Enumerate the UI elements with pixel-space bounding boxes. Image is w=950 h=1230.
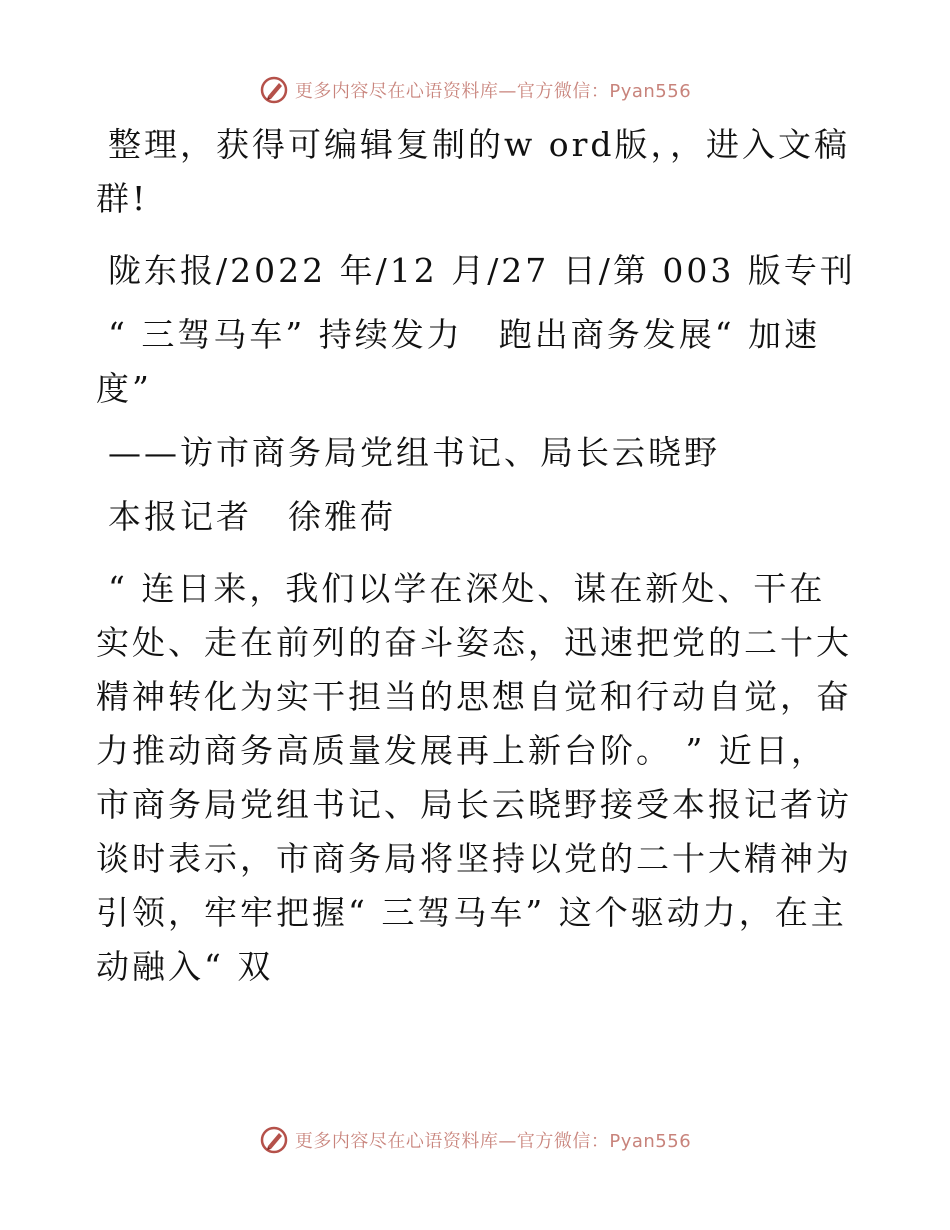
pen-logo-icon [259, 1125, 289, 1155]
header-banner [0, 70, 950, 110]
byline: 本报记者 徐雅荷 [108, 497, 396, 536]
body-paragraph: “ 连日来，我们以学在深处、谋在新处、干在实处、走在前列的奋斗姿态，迅速把党的二十大精神转化为实干担当的思想自觉和行动自觉，奋力推动商务高质量发展再上新台阶。 ” 近日，市商务局党组书记、局长云晓野接受本报记者访谈时表示，市商务局将坚持以党的二十大精神为引领，牢牢把握“ 三驾马车” 这个驱动力，在主动融入“ 双 [96, 569, 852, 986]
article-subtitle: ——访市商务局党组书记、局长云晓野 [108, 433, 720, 472]
article-content [96, 118, 856, 994]
banner-text: 更多内容尽在心语资料库—官方微信：Pyan556 [294, 81, 692, 102]
article-title: “ 三驾马车” 持续发力 跑出商务发展“ 加速度” [96, 315, 821, 408]
banner-text: 更多内容尽在心语资料库—官方微信：Pyan556 [294, 1131, 692, 1152]
footer-banner [0, 1120, 950, 1160]
source-line: 陇东报/2022 年/12 月/27 日/第 003 版专刊 [108, 251, 856, 290]
pen-logo-icon [259, 75, 289, 105]
intro-line: 整理，获得可编辑复制的w ord版，，进入文稿群! [96, 125, 851, 218]
